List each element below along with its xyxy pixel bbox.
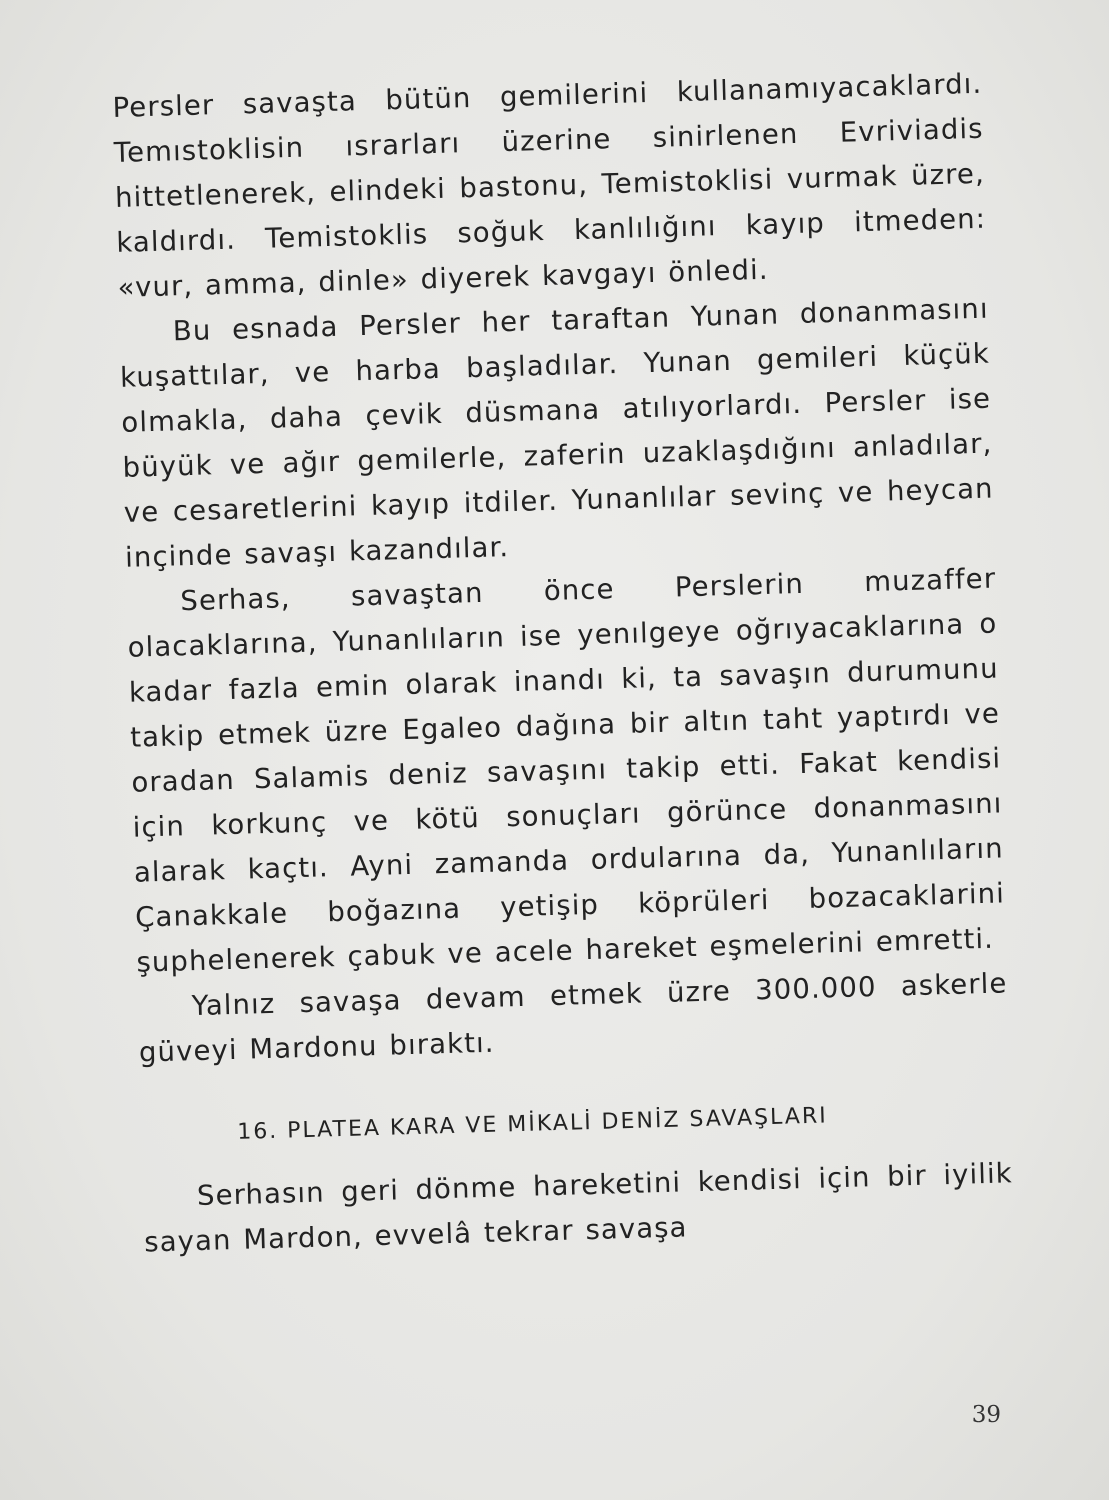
closing-paragraph: Serhasın geri dönme hareketini kendisi için bir iyilik sayan Mardon, evvelâ tekrar savaşa bbox=[143, 1157, 1014, 1259]
page-text-block bbox=[112, 62, 1015, 1266]
paragraph-3: Serhas, savaştan önce Perslerin muzaffer olacaklarına, Yunanlıların ise yenılgeye oğrıyacaklarına o kadar fazla emin olarak inandı ki, ta savaşın durumunu takip etmek üzre Egaleo dağına bir altın taht yaptırdı ve oradan Salamis deniz savaşını takip etti. Fakat kendisi için korkunç ve kötü sonuçları görünce donanmasını alarak kaçtı. Ayni zamanda ordularına da, Yunanlıların Çanakkale boğazına yetişip köprüleri bozacaklarini şuphelenerek çabuk ve acele hareket eşmelerini emretti. bbox=[127, 562, 1006, 979]
paragraph-1: Persler savaşta bütün gemilerini kullanamıyacaklardı. Temıstoklisin ısrarları üzerine sinirlenen Evriviadis hittetlenerek, elindeki bastonu, Temistoklisi vurmak üzre, kaldırdı. Temistoklis soğuk kanlılığını kayıp itmeden: «vur, amma, dinle» diyerek kavgayı önledi. bbox=[112, 67, 987, 304]
section-heading: 16. PLATEA KARA VE MİKALİ DENİZ SAVAŞLARI bbox=[236, 1103, 829, 1145]
paragraph-4: Yalnız savaşa devam etmek üzre 300.000 askerle güveyi Mardonu bıraktı. bbox=[138, 967, 1008, 1069]
page-number: 39 bbox=[971, 1402, 1001, 1428]
paragraph-2: Bu esnada Persler her taraftan Yunan donanmasını kuşattılar, ve harba başladılar. Yunan gemileri küçük olmakla, daha çevik düsmana atılıyorlardı. Persler ise büyük ve ağır gemilerle, zaferin uzaklaşdığını anladılar, ve cesaretlerini kayıp itdiler. Yunanlılar sevinç ve heycan inçinde savaşı kazandılar. bbox=[119, 292, 995, 574]
